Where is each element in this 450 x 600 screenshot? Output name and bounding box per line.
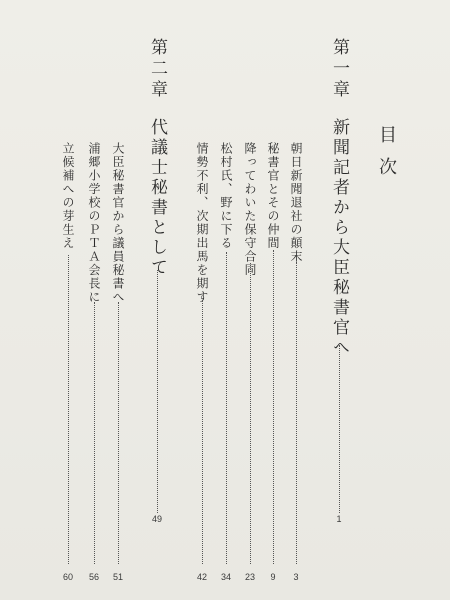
- section-1-1-page: 3: [293, 572, 299, 582]
- section-1-5-page: 42: [196, 572, 208, 582]
- section-2-1-page: 51: [112, 572, 124, 582]
- section-1-3-leader: [250, 263, 251, 564]
- section-1-4-title: 松村氏、野に下る: [219, 142, 233, 250]
- section-1-2-page: 9: [270, 572, 276, 582]
- chapter-1-number: 第一章: [329, 38, 349, 101]
- chapter-2-title: 代議士秘書として: [147, 118, 167, 278]
- section-2-2-leader: [94, 302, 95, 564]
- section-2-2-page: 56: [88, 572, 100, 582]
- section-1-2-title: 秘書官とその仲間: [266, 142, 280, 250]
- section-1-1-title: 朝日新聞退社の顛末: [289, 142, 303, 264]
- chapter-2-page: 49: [151, 514, 163, 524]
- section-2-1-leader: [118, 302, 119, 564]
- section-1-5-leader: [202, 300, 203, 564]
- chapter-1-page: 1: [336, 514, 342, 524]
- section-1-3-title: 降ってわいた保守合同: [243, 142, 257, 277]
- chapter-1-title: 新聞記者から大臣秘書官へ: [329, 118, 349, 358]
- section-1-4-page: 34: [220, 572, 232, 582]
- chapter-2-leader: [157, 270, 158, 513]
- section-1-5-title: 情勢不利、次期出馬を期す: [195, 142, 209, 304]
- section-2-1-title: 大臣秘書官から議員秘書へ: [111, 142, 125, 304]
- section-2-3-leader: [68, 255, 69, 564]
- section-1-3-page: 23: [244, 572, 256, 582]
- section-1-1-leader: [296, 262, 297, 564]
- section-1-2-leader: [273, 250, 274, 564]
- toc-title: 目次: [376, 125, 397, 189]
- section-2-2-title: 浦郷小学校のＰＴＡ会長に: [87, 142, 101, 304]
- section-2-3-page: 60: [62, 572, 74, 582]
- chapter-2-number: 第二章: [147, 38, 167, 101]
- chapter-1-leader: [339, 345, 340, 513]
- section-1-4-leader: [226, 252, 227, 564]
- section-2-3-title: 立候補への芽生え: [61, 142, 75, 250]
